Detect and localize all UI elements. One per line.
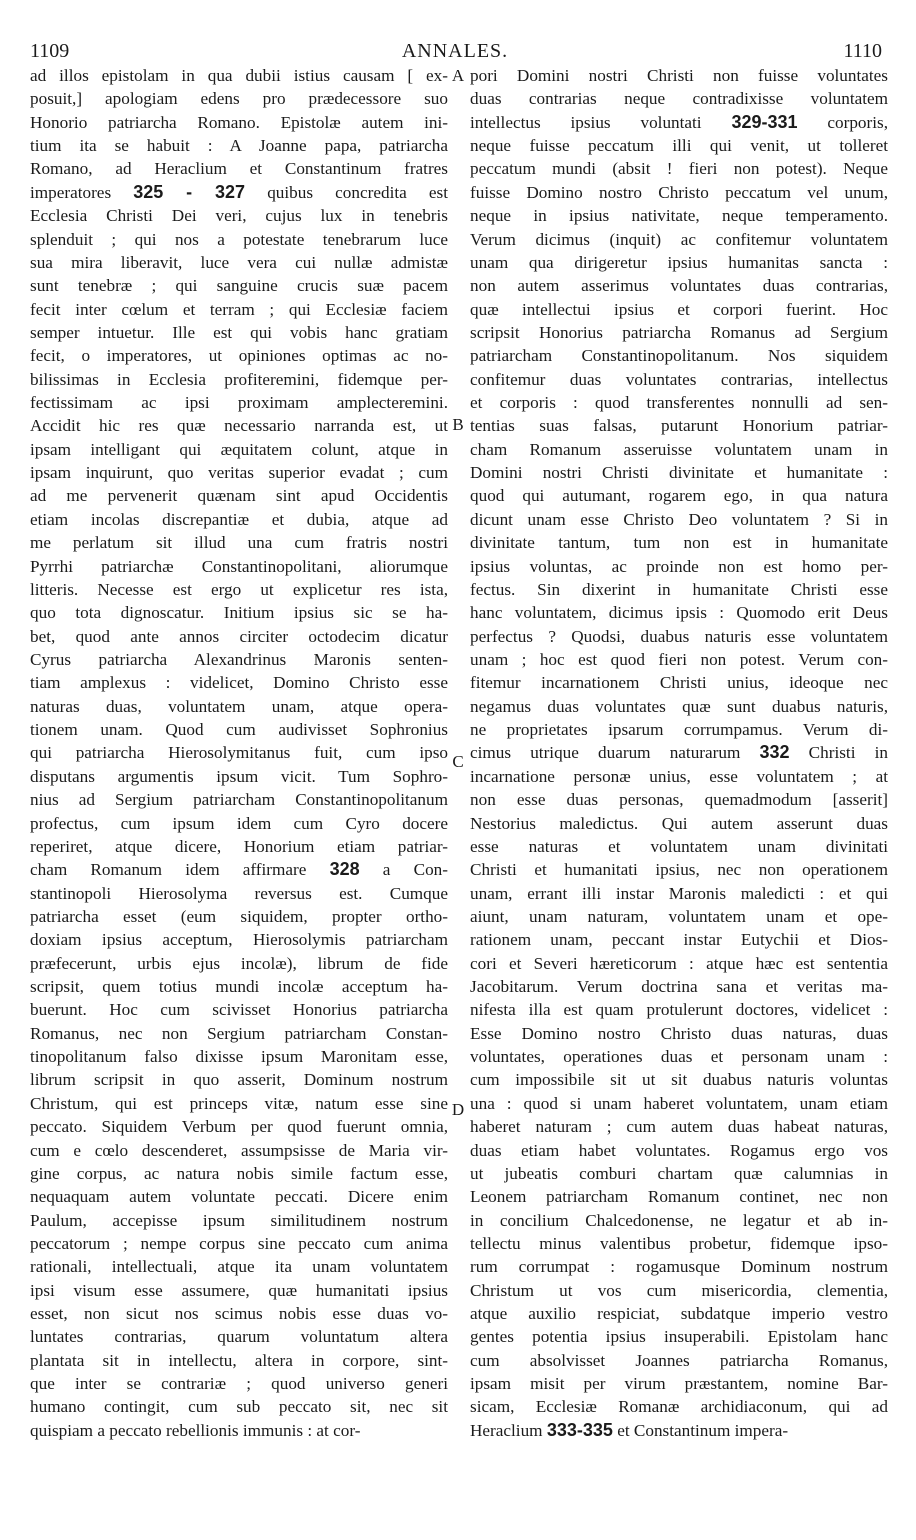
left-column-line: cum e cœlo descenderet, assumpsisse de Maria vir- (30, 1140, 448, 1160)
right-column-line: duas etiam habet voluntates. Rogamus ergo vos (470, 1140, 888, 1160)
left-column-line: librum scripsit in quo asserit, Dominum nostrum (30, 1070, 448, 1090)
left-column-line: disputans argumentis ipsum vicit. Tum Sophro- (30, 766, 448, 786)
right-column-line: Verum dicimus (inquit) ac confitemur voluntatem (470, 229, 888, 249)
text-segment: Heraclium (470, 1420, 547, 1440)
right-column-line: Nestorius maledictus. Qui autem asserunt duas (470, 813, 888, 833)
right-column-line: Leonem patriarcham Romanum continet, nec non (470, 1187, 888, 1207)
left-column-line: ipsi visum esse assumere, quæ humanitati ipsius (30, 1280, 448, 1300)
left-column-line (30, 181, 448, 204)
left-column-line: luntates contrarias, quarum voluntatum altera (30, 1327, 448, 1347)
right-column-line: incarnatione personæ unius, esse voluntatem ; at (470, 766, 888, 786)
right-column-line: in concilium Chalcedonense, ne legatur et ab in- (470, 1210, 888, 1230)
left-column-line: fectissimam ac ipsi proximam amplecteremini. (30, 393, 448, 413)
right-column-line: divinitate tantum, tum non est in humanitate (470, 533, 888, 553)
left-column-line: ad illos epistolam in qua dubii istius causam [ ex- (30, 66, 448, 85)
right-column-line: tentias suas falsas, putarunt Honorium patriar- (470, 416, 888, 436)
right-column-line: Domini nostri Christi divinitate et humanitate : (470, 463, 888, 483)
left-column-line: que inter se contrariæ ; quod universo generi (30, 1374, 448, 1394)
right-column-line: fitemur incarnationem Christi unius, ideoque nec (470, 673, 888, 693)
right-column-line: confitemur duas voluntates contrarias, intellectus (470, 369, 888, 389)
left-column-line: Cyrus patriarcha Alexandrinus Maronis senten- (30, 649, 448, 669)
right-column-line: unam ; hoc est quod fieri non potest. Verum con- (470, 649, 888, 669)
left-column-line: peccato. Siquidem Verbum per quod fuerunt omnia, (30, 1117, 448, 1137)
marginal-reference-number: 332 (759, 742, 790, 763)
left-column-line: fecit inter cœlum et terram ; qui Ecclesiæ faciem (30, 299, 448, 319)
right-column-line: cum absolvisset Joannes patriarcha Romanus, (470, 1350, 888, 1370)
left-column-line: præfecerunt, urbis ejus incolæ), librum de fide (30, 953, 448, 973)
right-column-line: rum corrumpat : rogamusque Dominum nostrum (470, 1257, 888, 1277)
left-column-line: sua mira liberavit, luce vera cui nullæ admistæ (30, 252, 448, 272)
left-column-line: semper intuetur. Ille est qui vobis hanc gratiam (30, 322, 448, 342)
left-column-line: me perlatum sit illud una cum fratris nostri (30, 533, 448, 553)
left-column-line: Christum, qui est princeps vitæ, natum esse sine (30, 1093, 448, 1113)
right-column-line: unam qua dirigeretur ipsius humanitas sancta : (470, 252, 888, 272)
marginal-reference-number: 333-335 (546, 1419, 613, 1440)
left-column-line: doxiam ipsius acceptum, Hierosolymis patriarcham (30, 930, 448, 950)
text-segment: cimus utrique duarum naturarum (470, 743, 760, 763)
left-column-line: Accidit hic res quæ necessario narranda est, ut (30, 416, 448, 436)
left-column-line: tinopolitanum falso dixisse ipsum Maronitam esse, (30, 1047, 448, 1067)
left-column-line: reperiret, atque dicere, Honorium etiam patriar- (30, 836, 448, 856)
right-column-line: aiunt, unam naturam, voluntatem unam et ope- (470, 906, 888, 926)
margin-letter-c: C (452, 752, 464, 771)
right-column-line: et corporis : quod transferentes nonnulli ad sen- (470, 393, 888, 413)
right-column-line: scripsit Honorius patriarcha Romanus ad Sergium (470, 322, 888, 342)
left-column-line: Pyrrhi patriarchæ Constantinopolitani, aliorumque (30, 556, 448, 576)
right-column-line: cham Romanum asseruisse voluntatem unam in (470, 439, 888, 459)
left-column-line: litteris. Necesse est ergo ut explicetur res ista, (30, 579, 448, 599)
left-column-line: Romanus, nec non Sergium patriarcham Constan- (30, 1023, 448, 1043)
right-column-line: cori et Severi hæreticorum : atque hæc est sententia (470, 953, 888, 973)
text-segment: intellectus ipsius voluntati (470, 112, 732, 132)
left-column-line: tionem unam. Quod cum audivisset Sophronius (30, 720, 448, 740)
right-column-line: atque auxilio respiciat, subdatque imperio vestro (470, 1304, 888, 1324)
right-column-line: unam, errant illi instar Maronis maledicti : et qui (470, 883, 888, 903)
margin-letter-d: D (451, 1100, 465, 1119)
text-segment: imperatores (30, 182, 134, 202)
left-column-line: nius ad Sergium patriarcham Constantinopolitanum (30, 790, 448, 810)
left-column-line: bilissimas in Ecclesia profiteremini, fidemque per- (30, 369, 448, 389)
left-column-line: buerunt. Hoc cum scivisset Honorius patriarcha (30, 1000, 448, 1020)
right-column-line: tellectu minus valentibus probetur, fidemque ipso- (470, 1233, 888, 1253)
right-column-line: una : quod si unam haberet voluntatem, unam etiam (470, 1093, 888, 1113)
left-column-line: esset, non sicut nos scimus nobis esse duas vo- (30, 1304, 448, 1324)
right-column-line: ut jubeatis comburi chartam quæ calumnias in (470, 1163, 888, 1183)
left-column-line: fecit, o imperatores, ut opiniones optimas ac no- (30, 346, 448, 366)
left-column-line: posuit,] apologiam edens pro prædecessore suo (30, 89, 448, 109)
right-column-line: Christum ut vos cum misericordia, clementia, (470, 1280, 888, 1300)
right-column-line: duas contrarias neque contradixisse voluntatem (470, 89, 888, 109)
left-column-line: bet, quod ante annos circiter octodecim dicatur (30, 626, 448, 646)
left-column-line: stantinopoli Hierosolyma reversus est. Cumque (30, 883, 448, 903)
right-column-line: quæ intellectui ipsius et corpori fuerint. Hoc (470, 299, 888, 319)
left-column-line: ipsam intelligant qui æquitatem colunt, atque in (30, 439, 448, 459)
left-column-line: Honorio patriarcha Romano. Epistolæ autem ini- (30, 112, 448, 132)
text-segment: Christi in (789, 743, 888, 763)
right-column-line: perfectus ? Quodsi, duabus naturis esse voluntatem (470, 626, 888, 646)
marginal-reference-number: 325 - 327 (133, 181, 246, 202)
right-column-line: negamus duas voluntates quæ sunt duabus naturis, (470, 696, 888, 716)
right-column-line: Christi et humanitati ipsius, nec non operationem (470, 860, 888, 880)
right-column-line: rationem unam, peccant instar Eutychii et Dios- (470, 930, 888, 950)
left-column-line: profectus, cum ipsum idem cum Cyro docere (30, 813, 448, 833)
left-column-line: Ecclesia Christi Dei veri, cujus lux in tenebris (30, 206, 448, 226)
right-column-line: ne proprietates ipsarum corrumpamus. Verum di- (470, 720, 888, 740)
left-column-line: sunt tenebræ ; qui sanguine crucis suæ pacem (30, 276, 448, 296)
text-segment: cham Romanum idem affirmare (30, 860, 330, 880)
left-column-line: plantata sit in intellectu, altera in corpore, sint- (30, 1350, 448, 1370)
right-column-line: pori Domini nostri Christi non fuisse voluntates (470, 66, 888, 85)
right-column-line: dicunt unam esse Christo Deo voluntatem ? Si in (470, 509, 888, 529)
right-column-line: ipsam misit per virum præstantem, nomine Bar- (470, 1374, 888, 1394)
left-column-line: scripsit, quem totius mundi incolæ acceptum ha- (30, 977, 448, 997)
right-column-line: neque fuisse peccatum illi qui venit, ut tolleret (470, 136, 888, 156)
left-column-line: Paulum, accepisse ipsum similitudinem nostrum (30, 1210, 448, 1230)
right-column-line: hanc voluntatem, dicimus ipsis : Quomodo erit Deus (470, 603, 888, 623)
left-column-line: splenduit ; qui nos a potestate tenebrarum luce (30, 229, 448, 249)
text-segment: a Con- (359, 860, 448, 880)
left-column (30, 64, 448, 1442)
page-number-right: 1110 (843, 40, 882, 62)
right-column-line: haberet naturam ; cum autem duas habeat naturas, (470, 1117, 888, 1137)
left-column-line: naturas duas, voluntatem unam, atque opera- (30, 696, 448, 716)
right-column-line: cum impossibile sit ut sit duabus naturis voluntas (470, 1070, 888, 1090)
left-column-line: tium ita se habuit : A Joanne papa, patriarcha (30, 136, 448, 156)
right-column-line: patriarcham Constantinopolitanum. Nos siquidem (470, 346, 888, 366)
right-column (470, 64, 888, 1442)
left-column-line: peccatorum ; nempe corpus sine peccato cum anima (30, 1233, 448, 1253)
left-column-line: rationali, intellectuali, atque ita unam voluntatem (30, 1257, 448, 1277)
text-segment: corporis, (797, 112, 888, 132)
left-column-line (30, 858, 448, 881)
left-column-line: quo tota dignoscatur. Initium ipsius sic se ha- (30, 603, 448, 623)
right-column-line: esse naturas et voluntatem unam divinitati (470, 836, 888, 856)
left-column-line: humano contingit, cum sub peccato sit, nec sit (30, 1397, 448, 1417)
right-column-line: non esse duas personas, quemadmodum [asserit] (470, 790, 888, 810)
right-column-line (470, 741, 888, 764)
margin-letter-a: A (451, 66, 465, 85)
running-title: ANNALES. (401, 40, 509, 62)
right-column-line: ipsius voluntas, ac proinde non est homo per- (470, 556, 888, 576)
right-column-line: non autem asserimus voluntates duas contrarias, (470, 276, 888, 296)
marginal-reference-number: 328 (329, 859, 360, 880)
right-column-line: peccatum mundi (absit ! fieri non potest). Neque (470, 159, 888, 179)
right-column-line: fuisse Domino nostro Christo peccatum vel unum, (470, 182, 888, 202)
left-column-line: gine corpus, ac natura nobis simile factum esse, (30, 1163, 448, 1183)
right-column-line: sicam, Ecclesiæ Romanæ archidiaconum, qui ad (470, 1397, 888, 1417)
page-number-left: 1109 (30, 40, 70, 62)
right-column-line (470, 111, 888, 134)
left-column-line: quispiam a peccato rebellionis immunis : at cor- (30, 1420, 361, 1440)
text-segment: et Constantinum impera- (612, 1420, 789, 1440)
right-column-line: gentes potentia ipsius insuperabili. Epistolam hanc (470, 1327, 888, 1347)
left-column-line: qui patriarcha Hierosolymitanus fuit, cum ipso (30, 743, 448, 763)
marginal-reference-number: 329-331 (731, 111, 798, 132)
left-column-line: nequaquam autem voluntate peccati. Dicere enim (30, 1187, 448, 1207)
right-column-line (470, 1419, 888, 1442)
left-column-line: Romano, ad Heraclium et Constantinum fratres (30, 159, 448, 179)
right-column-line: quod qui autumant, rogarem ego, in qua natura (470, 486, 888, 506)
left-column-line: tiam amplexus : videlicet, Domino Christo esse (30, 673, 448, 693)
left-column-line: etiam incolas discrepantiæ et dubia, atque ad (30, 509, 448, 529)
right-column-line: neque in ipsius nativitate, neque temperamento. (470, 206, 888, 226)
left-column-line: ad me pervenerit quænam sint apud Occidentis (30, 486, 448, 506)
text-segment: quibus concredita est (245, 182, 448, 202)
right-column-line: Esse Domino nostro Christo duas naturas, duas (470, 1023, 888, 1043)
right-column-line: fectus. Sin dixerint in humanitate Christi esse (470, 579, 888, 599)
margin-letter-b: B (452, 415, 464, 434)
right-column-line: nifesta illa est quam protulerunt doctores, videlicet : (470, 1000, 888, 1020)
left-column-line: ipsam inquirunt, quo veritas superior evadat ; cum (30, 463, 448, 483)
right-column-line: voluntates, operationes duas et personam unam : (470, 1047, 888, 1067)
right-column-line: Jacobitarum. Verum doctrina sana et veritas ma- (470, 977, 888, 997)
left-column-line: patriarcha esset (eum siquidem, propter ortho- (30, 906, 448, 926)
